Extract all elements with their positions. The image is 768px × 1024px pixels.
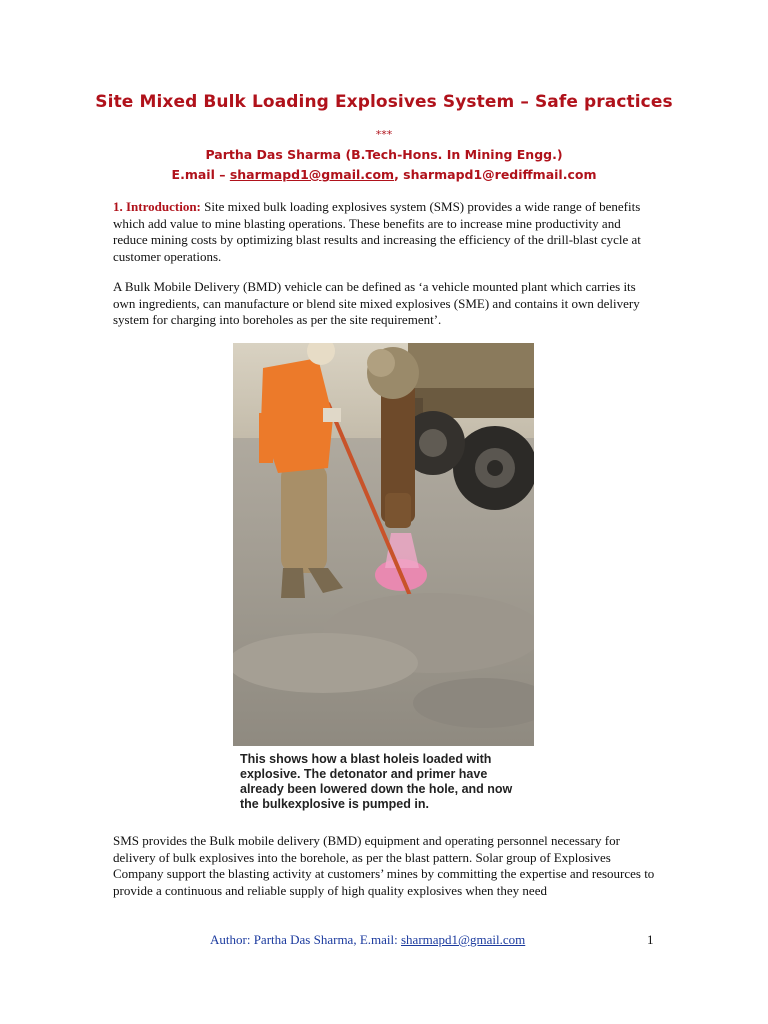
bmd-definition-paragraph: A Bulk Mobile Delivery (BMD) vehicle can be defined as ‘a vehicle mounted plant which carries its own ingredients, can manufacture or blend site mixed explosives (SME) and contains it own delivery system for charging into boreholes as per the site requirement’.: [113, 279, 640, 327]
author-credit: Partha Das Sharma (B.Tech-Hons. In Mining Engg.): [205, 147, 563, 162]
author-email-line: [0, 167, 768, 182]
document-title: Site Mixed Bulk Loading Explosives System – Safe practices: [95, 92, 673, 112]
sms-paragraph: SMS provides the Bulk mobile delivery (BMD) equipment and operating personnel necessary for delivery of bulk explosives into the borehole, as per the blast pattern. Solar group of Explosives Company support the blasting activity at customers’ mines by committing the expertise and resources to provide a continuous and reliable supply of high quality explosives when they need: [113, 833, 655, 898]
email-link-primary[interactable]: sharmapd1@gmail.com: [229, 167, 395, 182]
introduction-text: Site mixed bulk loading explosives system (SMS) provides a wide range of benefits which add value to mine blasting operations. These benefits are to increase mine productivity and reduce mining costs by optimizing blast results and increasing the efficiency of the drill-blast cycle at customer operations.: [113, 199, 641, 264]
email-prefix: E.mail –: [171, 167, 230, 182]
photo-caption: This shows how a blast holeis loaded with explosive. The detonator and primer have already been lowered down the hole, and now the bulkexplosive is pumped in.: [240, 752, 513, 811]
title-separator: ***: [375, 128, 393, 141]
page-number: 1: [647, 932, 654, 947]
introduction-heading: 1. Introduction:: [113, 199, 201, 214]
email-link-secondary[interactable]: sharmapd1@rediffmail.com: [403, 167, 597, 182]
blast-hole-loading-photo: [233, 343, 534, 746]
footer-email-link[interactable]: sharmapd1@gmail.com: [401, 932, 526, 947]
page-footer: [210, 932, 525, 948]
footer-author-text: Author: Partha Das Sharma, E.mail:: [210, 932, 401, 947]
introduction-paragraph: [113, 199, 658, 265]
email-separator: ,: [394, 167, 404, 182]
